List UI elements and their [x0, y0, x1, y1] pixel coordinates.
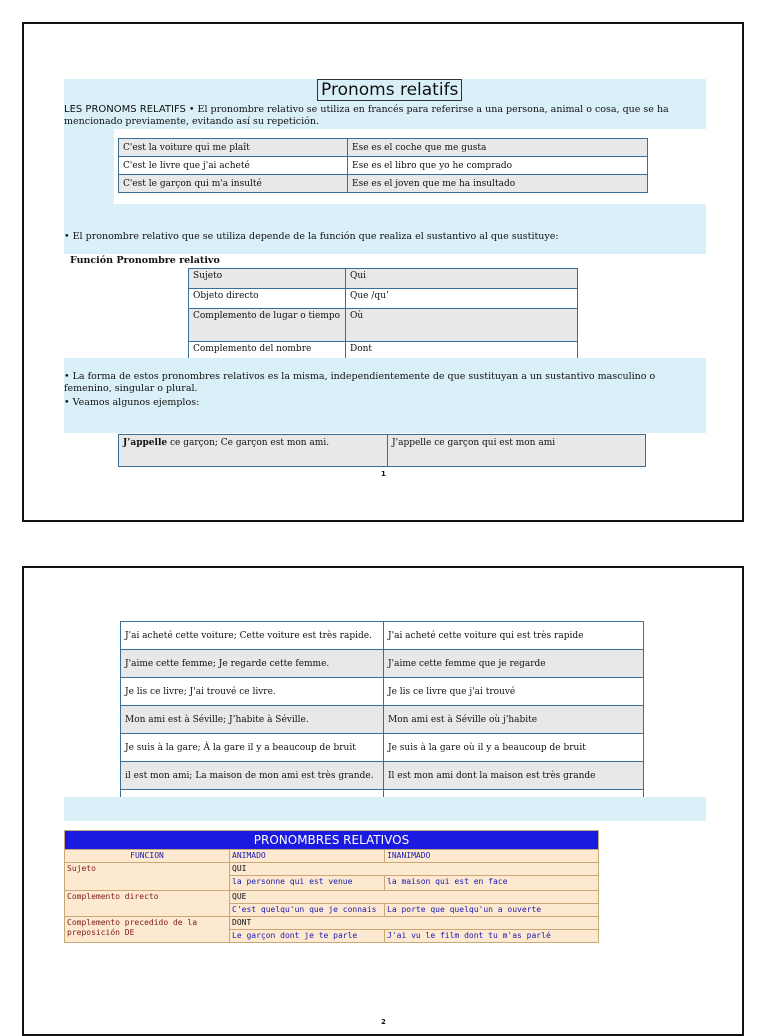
function-header: Función Pronombre relativo: [70, 255, 220, 266]
example-row: [119, 157, 648, 175]
transform-row: [121, 678, 644, 706]
pr-dont: DONT: [230, 917, 599, 930]
page-number-1: 1: [381, 470, 386, 478]
pr-qui-animado: la personne qui est venue: [230, 876, 385, 891]
transform-cell-right: Mon ami est à Séville où j'habite: [384, 706, 644, 734]
pr-col-inanimado: INANIMADO: [385, 850, 599, 863]
function-cell-right: Dont: [346, 342, 578, 362]
transform-row: [121, 762, 644, 790]
pr-title: PRONOMBRES RELATIVOS: [65, 831, 599, 850]
transform-cell-right: Je suis à la gare où il y a beaucoup de bruit: [384, 734, 644, 762]
intro-paragraph: [64, 104, 694, 128]
pr-col-funcion: FUNCION: [65, 850, 230, 863]
transform-cell-right: Je lis ce livre que j'ai trouvé: [384, 678, 644, 706]
transform-cell-right: Il est mon ami dont la maison est très grande: [384, 762, 644, 790]
example-rest: ce garçon; Ce garçon est mon ami.: [167, 438, 330, 448]
pr-que-inanimado: La porte que quelqu'un a ouverte: [385, 904, 599, 917]
intro-text: • El pronombre relativo se utiliza en francés para referirse a una persona, animal o cosa, que se ha mencionado previamente, evitando así su repetición.: [64, 104, 669, 127]
page-title: Pronoms relatifs: [317, 79, 462, 101]
transform-cell-left: Je lis ce livre; J'ai trouvé ce livre.: [121, 678, 384, 706]
function-row: [189, 309, 578, 342]
transform-table: [120, 621, 644, 818]
transform-cell-left: Je suis à la gare; À la gare il y a beaucoup de bruit: [121, 734, 384, 762]
intro-lead: LES PRONOMS RELATIFS: [64, 104, 186, 115]
pr-dont-inanimado: J'ai vu le film dont tu m'as parlé: [385, 930, 599, 943]
page-number-2: 2: [381, 1018, 386, 1026]
pr-row-cde: Complemento precedido de la preposición DE: [65, 917, 230, 943]
function-cell-left: Complemento de lugar o tiempo: [189, 309, 346, 342]
transform-row: [121, 706, 644, 734]
transform-cell-left: il est mon ami; La maison de mon ami est très grande.: [121, 762, 384, 790]
document-page-1: [22, 22, 744, 522]
examples-table: [118, 138, 648, 193]
pr-que-animado: C'est quelqu'un que je connais: [230, 904, 385, 917]
example-row: [119, 175, 648, 193]
example-row: [119, 139, 648, 157]
pr-dont-animado: Le garçon dont je te parle: [230, 930, 385, 943]
function-row: [189, 269, 578, 289]
function-cell-left: Complemento del nombre: [189, 342, 346, 362]
pr-row-sujeto: Sujeto: [65, 863, 230, 891]
bullet-function: • El pronombre relativo que se utiliza depende de la función que realiza el sustantivo al que sustituye:: [64, 231, 559, 242]
pr-col-animado: ANIMADO: [230, 850, 385, 863]
example-row-table: [118, 434, 646, 467]
function-cell-right: Qui: [346, 269, 578, 289]
transform-row: [121, 650, 644, 678]
function-cell-right: Où: [346, 309, 578, 342]
transform-cell-left: Mon ami est à Séville; J’habite à Séville.: [121, 706, 384, 734]
function-cell-right: Que /qu’: [346, 289, 578, 309]
function-band: [64, 204, 706, 254]
example-cell-left: C'est le livre que j'ai acheté: [119, 157, 348, 175]
pr-qui-inanimado: la maison qui est en face: [385, 876, 599, 891]
function-row: [189, 289, 578, 309]
transform-row: [121, 734, 644, 762]
pr-qui: QUI: [230, 863, 599, 876]
example-bold-verb: J’appelle: [123, 438, 168, 448]
function-cell-left: Objeto directo: [189, 289, 346, 309]
example-cell-left: [119, 435, 388, 467]
transform-cell-left: J'ai acheté cette voiture; Cette voiture est très rapide.: [121, 622, 384, 650]
transform-cell-left: J'aime cette femme; Je regarde cette femme.: [121, 650, 384, 678]
example-cell-left: C'est la voiture qui me plaît: [119, 139, 348, 157]
function-cell-left: Sujeto: [189, 269, 346, 289]
transform-cell-right: J'aime cette femme que je regarde: [384, 650, 644, 678]
document-page-2: [22, 566, 744, 1036]
left-band: [64, 129, 114, 204]
bullet-examples: • Veamos algunos ejemplos:: [64, 397, 200, 408]
pronombres-relativos-table: [64, 830, 599, 943]
transform-row: [121, 622, 644, 650]
form-band: [64, 358, 706, 433]
example-cell-left: C'est le garçon qui m'a insulté: [119, 175, 348, 193]
functions-table: [188, 268, 578, 362]
example-cell-right: Ese es el coche que me gusta: [348, 139, 648, 157]
example-cell-right: Ese es el joven que me ha insultado: [348, 175, 648, 193]
page2-band: [64, 797, 706, 821]
transform-cell-right: J'ai acheté cette voiture qui est très rapide: [384, 622, 644, 650]
example-cell-right: Ese es el libro que yo he comprado: [348, 157, 648, 175]
bullet-form: • La forma de estos pronombres relativos es la misma, independientemente de que sustituyan a un sustantivo masculino o femenino, singular o plural.: [64, 371, 656, 394]
example-cell-right: J'appelle ce garçon qui est mon ami: [388, 435, 646, 467]
pr-row-cd: Complemento directo: [65, 891, 230, 917]
pr-que: QUE: [230, 891, 599, 904]
